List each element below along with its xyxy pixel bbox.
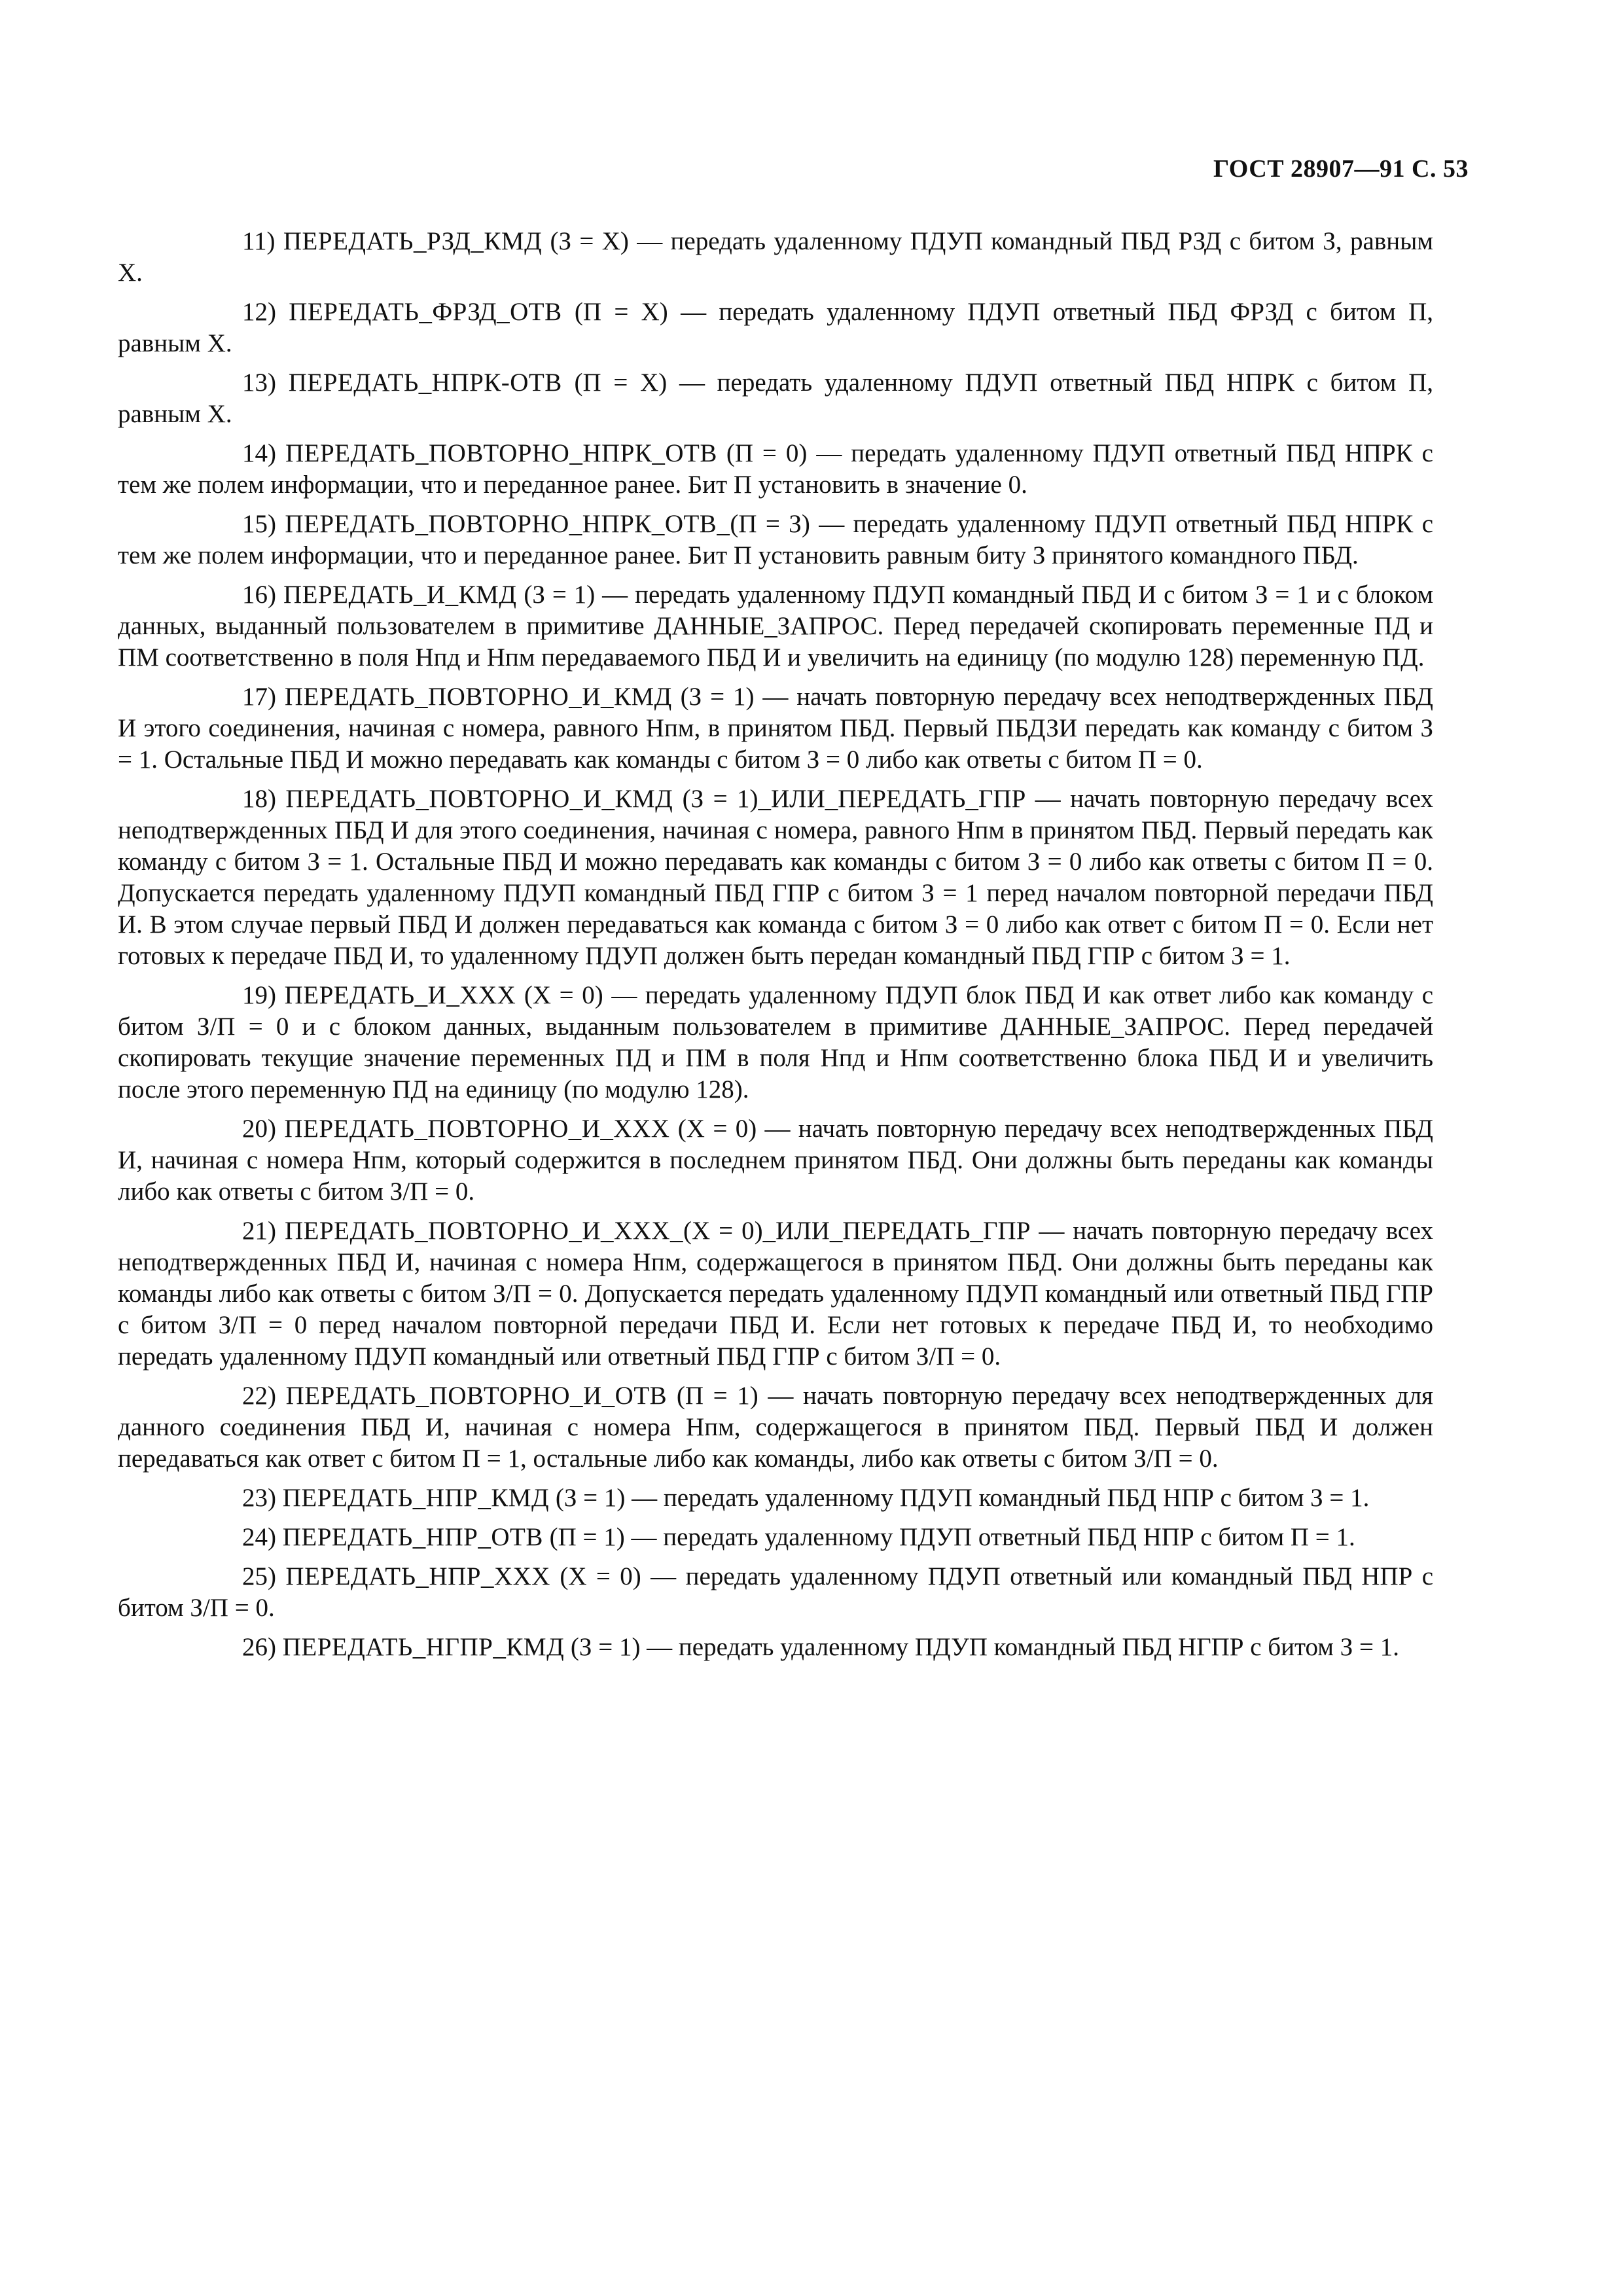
- item-text: (П = 1) — передать удаленному ПДУП ответный ПБД НПР с битом П = 1.: [543, 1523, 1355, 1551]
- item-command: ПЕРЕДАТЬ_НПР_КМД: [282, 1484, 550, 1512]
- item-text: (З = 1) — передать удаленному ПДУП командный ПБД И с битом З = 1 и с блоком данных, выданный пользователем в примитиве ДАННЫЕ_ЗАПРОС. Перед передачей скопировать переменные ПД и ПМ соответственно в поля Нпд и Нпм передаваемого ПБД И и увеличить на единицу (по модулю 128) переменную ПД.: [118, 581, 1434, 672]
- item-number: 17): [242, 683, 276, 711]
- item-text: (З = X) — передать удаленному ПДУП командный ПБД РЗД с битом З, равным X.: [118, 227, 1433, 287]
- list-item: [118, 1482, 1433, 1514]
- item-text: (П = 0) — передать удаленному ПДУП ответный ПБД НПРК с тем же полем информации, что и переданное ранее. Бит П установить в значение 0.: [118, 439, 1433, 499]
- item-text: (П = З) — передать удаленному ПДУП ответный ПБД НПРК с тем же полем информации, что и переданное ранее. Бит П установить равным биту З принятого командного ПБД.: [118, 510, 1433, 569]
- list-item: [118, 980, 1433, 1105]
- item-text: (З = 1) — передать удаленному ПДУП командный ПБД НГПР с битом З = 1.: [564, 1633, 1400, 1661]
- item-number: 15): [242, 510, 276, 538]
- list-item: [118, 367, 1433, 430]
- item-text: (З = 1) — начать повторную передачу всех неподтвержденных ПБД И этого соединения, начиная с номера, равного Нпм, в принятом ПБД. Первый ПБДЗИ передать как команду с битом З = 1. Остальные ПБД И можно передавать как команды с битом З = 0 либо как ответы с битом П = 0.: [118, 683, 1433, 774]
- item-text: (X = 0) — передать удаленному ПДУП блок ПБД И как ответ либо как команду с битом З/П = 0 и с блоком данных, выданным пользователем в примитиве ДАННЫЕ_ЗАПРОС. Перед передачей скопировать текущие значение переменных ПД и ПМ в поля Нпд и Нпм соответственно блока ПБД И и увеличить после этого переменную ПД на единицу (по модулю 128).: [118, 981, 1434, 1103]
- item-number: 26): [242, 1633, 276, 1661]
- item-text: (X = 0) — начать повторную передачу всех неподтвержденных ПБД И, начиная с номера Нпм, который содержится в последнем принятом ПБД. Они должны быть переданы как команды либо как ответы с битом З/П = 0.: [118, 1115, 1433, 1206]
- item-number: 12): [242, 298, 276, 326]
- item-command: ПЕРЕДАТЬ_ПОВТОРНО_И_XXX_: [285, 1217, 684, 1245]
- item-number: 20): [242, 1115, 276, 1143]
- item-command: ПЕРЕДАТЬ_И_КМД: [283, 581, 517, 609]
- list-item: [118, 509, 1433, 571]
- item-number: 22): [242, 1382, 276, 1410]
- page-header: ГОСТ 28907—91 С. 53: [1213, 155, 1469, 183]
- item-number: 14): [242, 439, 276, 467]
- item-command: ПЕРЕДАТЬ_ФРЗД_ОТВ: [289, 298, 562, 326]
- list-item: [118, 579, 1433, 673]
- item-command: ПЕРЕДАТЬ_НГПР_КМД: [282, 1633, 565, 1661]
- list-item: [118, 1113, 1433, 1208]
- item-command: ПЕРЕДАТЬ_ПОВТОРНО_И_КМД: [285, 785, 673, 813]
- item-text: (П = X) — передать удаленному ПДУП ответный ПБД НПРК с битом П, равным X.: [118, 368, 1433, 428]
- item-number: 19): [242, 981, 276, 1009]
- item-command: ПЕРЕДАТЬ_ПОВТОРНО_И_XXX: [284, 1115, 670, 1143]
- item-command: ПЕРЕДАТЬ_НПР_XXX: [285, 1562, 550, 1590]
- list-item: [118, 783, 1433, 972]
- item-text: (З = 1)_ИЛИ_ПЕРЕДАТЬ_ГПР — начать повторную передачу всех неподтвержденных ПБД И для этого соединения, начиная с номера, равного Нпм в принятом ПБД. Первый передать как команду с битом З = 1. Остальные ПБД И можно передавать как команды с битом З = 0 либо как ответы с битом П = 0. Допускается передать удаленному ПДУП командный ПБД ГПР с битом З = 1 перед началом повторной передачи ПБД И. В этом случае первый ПБД И должен передаваться как команда с битом З = 0 либо как ответ с битом П = 0. Если нет готовых к передаче ПБД И, то удаленному ПДУП должен быть передан командный ПБД ГПР с битом З = 1.: [118, 785, 1433, 970]
- item-command: ПЕРЕДАТЬ_ПОВТОРНО_И_КМД: [284, 683, 672, 711]
- item-number: 13): [242, 368, 276, 397]
- item-text: (З = 1) — передать удаленному ПДУП командный ПБД НПР с битом З = 1.: [549, 1484, 1370, 1512]
- item-text: (П = 1) — начать повторную передачу всех неподтвержденных для данного соединения ПБД И, начиная с номера Нпм, содержащегося в принятом ПБД. Первый ПБД И должен передаваться как ответ с битом П = 1, остальные либо как команды, либо как ответы с битом З/П = 0.: [118, 1382, 1433, 1473]
- list-item: [118, 226, 1433, 289]
- list-item: [118, 438, 1433, 501]
- list-item: [118, 1380, 1433, 1475]
- item-number: 16): [242, 581, 276, 609]
- item-number: 24): [242, 1523, 276, 1551]
- item-command: ПЕРЕДАТЬ_НПРК-ОТВ: [288, 368, 562, 397]
- item-number: 23): [242, 1484, 276, 1512]
- item-command: ПЕРЕДАТЬ_РЗД_КМД: [283, 227, 543, 255]
- item-number: 25): [242, 1562, 276, 1590]
- item-text: (X = 0) — передать удаленному ПДУП ответный или командный ПБД НПР с битом З/П = 0.: [118, 1562, 1434, 1622]
- item-command: ПЕРЕДАТЬ_ПОВТОРНО_И_ОТВ: [285, 1382, 668, 1410]
- item-number: 11): [242, 227, 276, 255]
- list-item: [118, 1215, 1433, 1372]
- item-command: ПЕРЕДАТЬ_ПОВТОРНО_НПРК_ОТВ_: [285, 510, 730, 538]
- item-number: 21): [242, 1217, 276, 1245]
- list-item: [118, 1561, 1433, 1624]
- item-command: ПЕРЕДАТЬ_ПОВТОРНО_НПРК_ОТВ: [285, 439, 717, 467]
- list-item: [118, 1522, 1433, 1553]
- item-command: ПЕРЕДАТЬ_И_XXX: [284, 981, 516, 1009]
- item-text: (П = X) — передать удаленному ПДУП ответный ПБД ФРЗД с битом П, равным X.: [118, 298, 1434, 357]
- list-item: [118, 681, 1433, 776]
- item-command: ПЕРЕДАТЬ_НПР_ОТВ: [282, 1523, 543, 1551]
- list-item: [118, 296, 1433, 359]
- item-text: (X = 0)_ИЛИ_ПЕРЕДАТЬ_ГПР — начать повторную передачу всех неподтвержденных ПБД И, начиная с номера Нпм, содержащегося в принятом ПБД. Они должны быть переданы как команды либо как ответы с битом З/П = 0. Допускается передать удаленному ПДУП командный или ответный ПБД ГПР с битом З/П = 0 перед началом повторной передачи ПБД И. Если нет готовых к передаче ПБД И, то необходимо передать удаленному ПДУП командный или ответный ПБД ГПР с битом З/П = 0.: [118, 1217, 1434, 1371]
- list-item: [118, 1632, 1433, 1663]
- item-number: 18): [242, 785, 276, 813]
- document-body: [118, 226, 1433, 1671]
